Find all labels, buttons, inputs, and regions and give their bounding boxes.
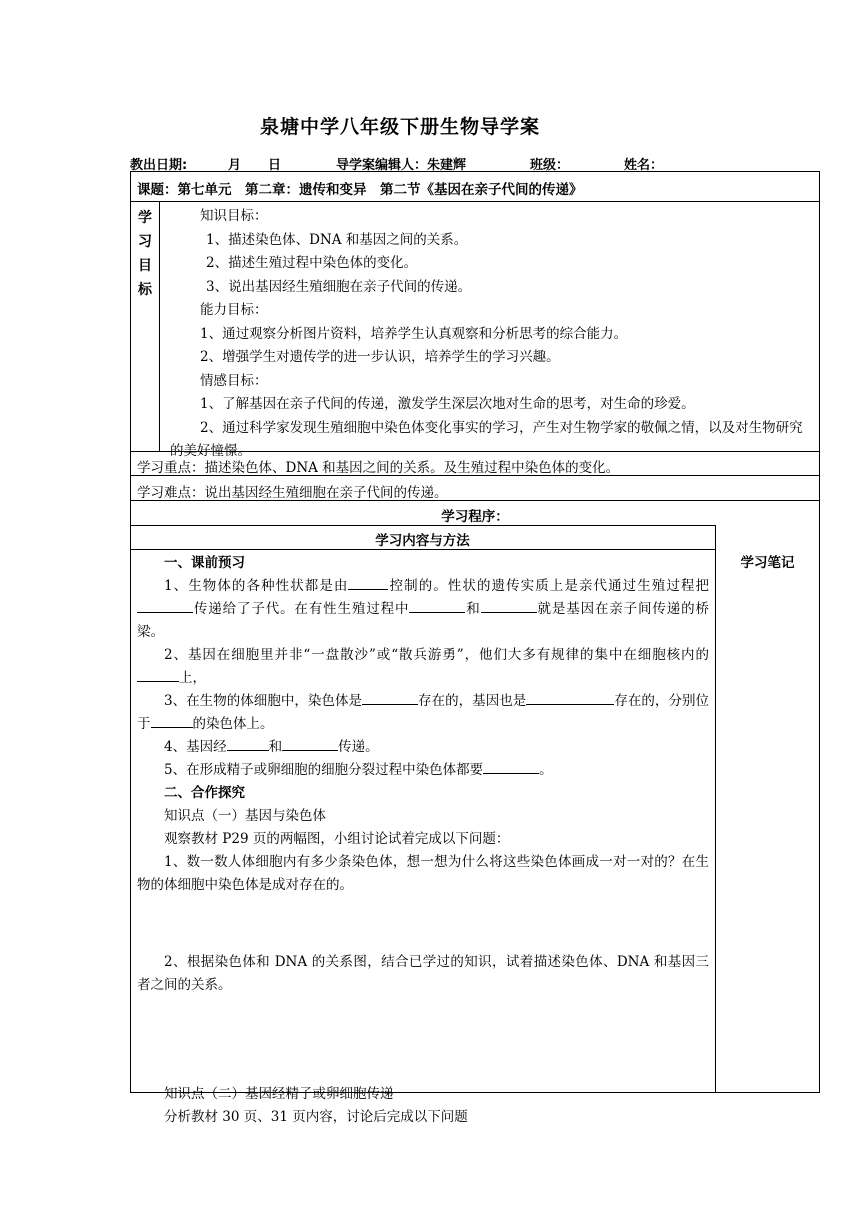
knowledge-item: 2、描述生殖过程中染色体的变化。 [206,255,418,271]
kp2-intro: 分析教材 30 页、31 页内容，讨论后完成以下问题 [164,1109,468,1125]
answer-blank[interactable] [137,667,179,682]
answer-blank[interactable] [409,598,465,613]
emotion-title: 情感目标： [200,372,268,389]
procedure-title: 学习程序： [441,509,509,525]
knowledge-title: 知识目标： [200,208,268,224]
preview-question-3: 3、在生物的体细胞中，染色体是 存在的，基因也是 存在的，分别位于 的染色体上。 [137,690,709,736]
emotion-item: 2、通过科学家发现生殖细胞中染色体变化事实的学习，产生对生物学家的敬佩之情，以及对生物研究的美好憧憬。 [170,419,803,459]
date-label: 教出日期: [130,158,188,173]
kp1-question-2: 2、根据染色体和 DNA 的关系图，结合已学过的知识，试着描述染色体、DNA 和基因三者之间的关系。 [137,954,709,993]
answer-blank[interactable] [151,713,193,728]
learning-goals [170,205,816,464]
ability-item: 2、增强学生对遗传学的进一步认识，培养学生的学习兴趣。 [200,349,560,365]
kp1-question-1: 1、数一数人体细胞内有多少条染色体，想一想为什么将这些染色体画成一对一对的？在生物的体细胞中染色体是成对存在的。 [137,854,709,893]
answer-blank[interactable] [227,736,269,751]
month-label: 月 [228,158,242,173]
editor-label: 导学案编辑人：朱建辉 [336,158,467,173]
ability-item: 1、通过观察分析图片资料，培养学生认真观察和分析思考的综合能力。 [200,325,628,342]
answer-space[interactable] [137,897,709,951]
day-label: 日 [268,158,282,173]
answer-blank[interactable] [526,690,614,705]
preview-question-4: 4、基因经 和 传递。 [137,736,709,759]
knowledge-item: 1、描述染色体、DNA 和基因之间的关系。 [206,231,468,248]
explore-title: 二、合作探究 [164,785,245,801]
ability-title: 能力目标： [200,302,268,318]
kp1-intro: 观察教材 P29 页的两幅图，小组讨论试着完成以下问题： [164,831,510,847]
answer-blank[interactable] [481,598,537,613]
answer-blank[interactable] [348,575,388,590]
answer-blank[interactable] [362,690,418,705]
learning-content [137,552,709,1129]
lesson-topic: 课题：第七单元 第二章：遗传和变异 第二节《基因在亲子代间的传递》 [137,182,583,198]
page-title: 泉塘中学八年级下册生物导学案 [259,116,540,138]
answer-blank[interactable] [137,598,193,613]
key-point: 学习重点：描述染色体、DNA 和基因之间的关系。及生殖过程中染色体的变化。 [137,460,620,476]
preview-title: 一、课前预习 [164,555,245,571]
answer-space[interactable] [137,997,709,1083]
class-label: 班级： [530,158,570,173]
notes-header: 学习笔记 [740,555,795,571]
preview-question-1: 1、生物体的各种性状都是由 控制的。性状的遗传实质上是亲代通过生殖过程把传递给了子代。在有性生殖过程中 和 就是基因在亲子间传递的桥梁。 [137,575,709,644]
answer-blank[interactable] [282,736,338,751]
name-label: 姓名： [624,158,664,173]
kp2-title: 知识点（二）基因经精子或卵细胞传递 [164,1086,394,1102]
kp1-title: 知识点（一）基因与染色体 [164,808,326,824]
emotion-item: 1、了解基因在亲子代间的传递，激发学生深层次地对生命的思考，对生命的珍爱。 [200,396,695,412]
knowledge-item: 3、说出基因经生殖细胞在亲子代间的传递。 [206,278,472,295]
goals-label: 学 习 目 标 [138,210,152,298]
preview-question-2: 2、基因在细胞里并非“一盘散沙”或“散兵游勇”，他们大多有规律的集中在细胞核内的上， [137,644,709,690]
answer-blank[interactable] [483,759,539,774]
content-header: 学习内容与方法 [375,533,470,549]
difficulty-point: 学习难点：说出基因经生殖细胞在亲子代间的传递。 [137,485,448,501]
preview-question-5: 5、在形成精子或卵细胞的细胞分裂过程中染色体都要 。 [137,759,709,782]
